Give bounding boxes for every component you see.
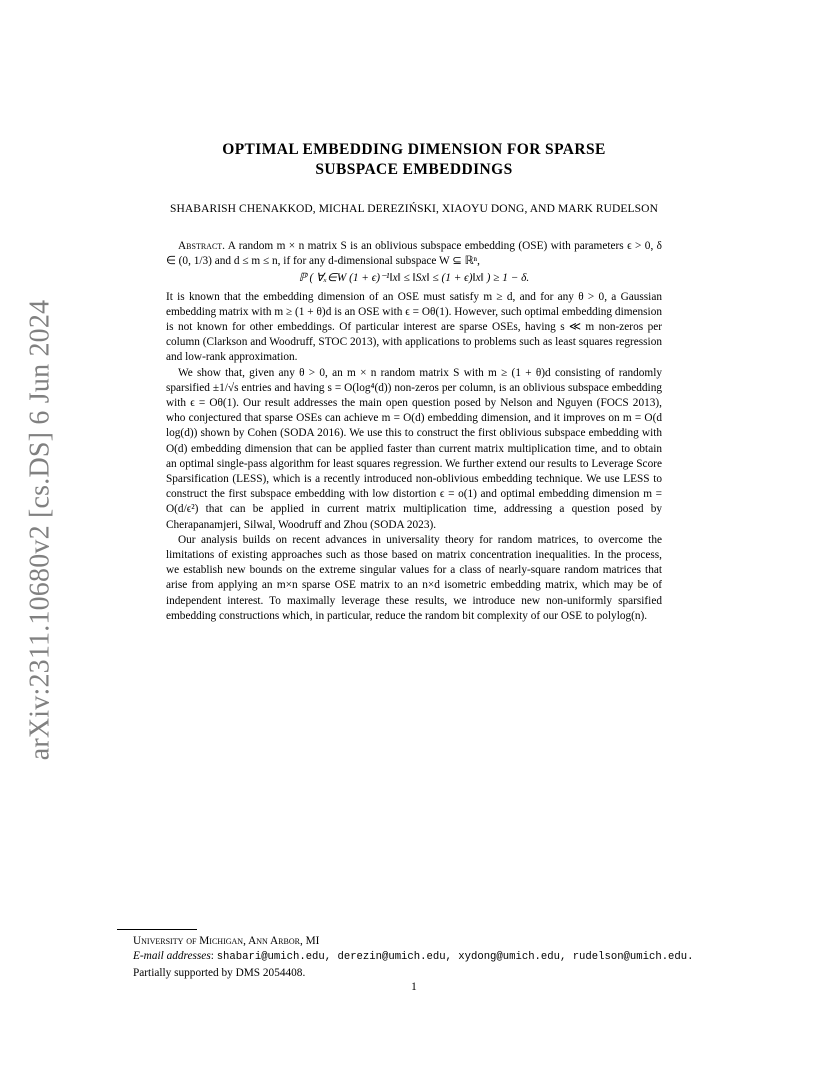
abstract-intro-paragraph xyxy=(166,239,662,269)
author-list: SHABARISH CHENAKKOD, MICHAL DEREZIŃSKI, XIAOYU DONG, AND MARK RUDELSON xyxy=(170,203,658,215)
paper-title-line-2: SUBSPACE EMBEDDINGS xyxy=(315,161,513,178)
email-label: E-mail addresses xyxy=(133,950,211,963)
abstract-paragraph-3: Our analysis builds on recent advances in universality theory for random matrices, to overcome the limitations of existing approaches such as those based on matrix concentration inequalities. In the process, we establish new bounds on the extreme singular values for a class of nearly-square random matrices that arise from applying an m×n sparse OSE matrix to an n×d isometric embedding matrix, which may be of independent interest. To maximally leverage these results, we introduce new non-uniformly sparsified embedding constructions which, in particular, reduce the random bit complexity of our OSE to polylog(n). xyxy=(166,533,662,622)
paper-title-line-1: OPTIMAL EMBEDDING DIMENSION FOR SPARSE xyxy=(222,141,606,158)
arxiv-identifier-stamp xyxy=(18,300,62,760)
abstract-section xyxy=(166,239,662,624)
abstract-paragraph-1: It is known that the embedding dimension of an OSE must satisfy m ≥ d, and for any θ > 0, a Gaussian embedding matrix with m ≥ (1 + θ)d is an OSE with ϵ = Oθ(1). However, such optimal embedding dimension is not known for other embeddings. Of particular interest are sparse OSEs, having s ≪ m non-zeros per column (Clarkson and Woodruff, STOC 2013), with applications to problems such as least squares regression and low-rank approximation. xyxy=(166,290,662,364)
page-number: 1 xyxy=(411,981,417,993)
abstract-label: Abstract. xyxy=(178,240,225,252)
email-footnote: E-mail addresses: shabari@umich.edu, derezin@umich.edu, xydong@umich.edu, rudelson@umich.edu. xyxy=(133,950,694,964)
paper-title xyxy=(0,140,828,180)
abstract-formula: ℙ ( ∀ₓ∈W (1 + ϵ)⁻¹‖x‖ ≤ ‖Sx‖ ≤ (1 + ϵ)‖x‖ ) ≥ 1 − δ. xyxy=(298,272,530,285)
abstract-intro-text: A random m × n matrix S is an oblivious subspace embedding (OSE) with parameters ϵ > 0, δ ∈ (0, 1/3) and d ≤ m ≤ n, if for any d-dimensional subspace W ⊆ ℝⁿ, xyxy=(166,240,662,268)
footnotes-section xyxy=(133,934,733,981)
email-addresses: shabari@umich.edu, derezin@umich.edu, xydong@umich.edu, rudelson@umich.edu. xyxy=(216,951,694,964)
affiliation-footnote: University of Michigan, Ann Arbor, MI xyxy=(133,935,320,947)
arxiv-identifier-text: arXiv:2311.10680v2 [cs.DS] 6 Jun 2024 xyxy=(24,299,55,761)
funding-footnote: Partially supported by DMS 2054408. xyxy=(133,966,306,979)
abstract-paragraph-2: We show that, given any θ > 0, an m × n random matrix S with m ≥ (1 + θ)d consisting of randomly sparsified ±1/√s entries and having s = O(log⁴(d)) non-zeros per column, is an oblivious subspace embedding with ϵ = Oθ(1). Our result addresses the main open question posed by Nelson and Nguyen (FOCS 2013), who conjectured that sparse OSEs can achieve m = O(d) embedding dimension, and it improves on m = O(d log(d)) shown by Cohen (SODA 2016). We use this to construct the first oblivious subspace embedding with O(d) embedding dimension that can be applied faster than current matrix multiplication time, and to obtain an optimal single-pass algorithm for least squares regression. We further extend our results to Leverage Score Sparsification (LESS), which is a recently introduced non-oblivious embedding technique. We use LESS to construct the first subspace embedding with low distortion ϵ = o(1) and optimal embedding dimension m = O(d/ϵ²) that can be applied in current matrix multiplication time, addressing a question posed by Cherapanamjeri, Silwal, Woodruff and Zhou (SODA 2023). xyxy=(166,366,662,531)
footnote-divider xyxy=(117,929,197,930)
